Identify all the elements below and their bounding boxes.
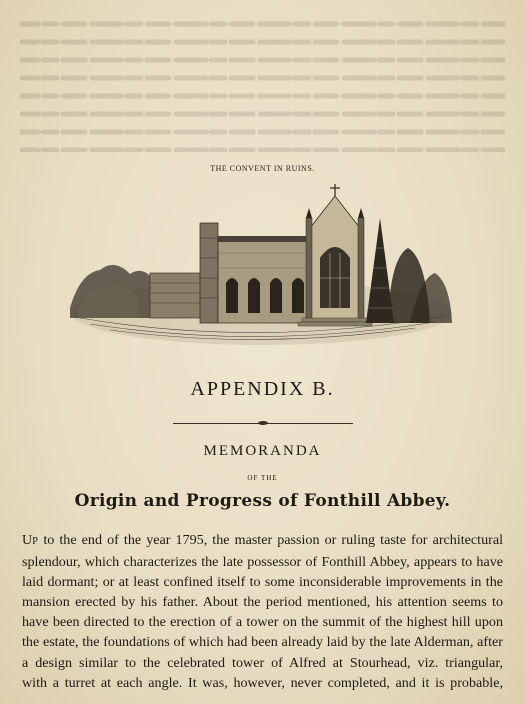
body-line-8: with a turret at each angle. It was, however, never completed, and it is probable, [22,674,503,691]
body-line-5: have been directed to the erection of a tower on the summit of the highest hill upon [22,614,503,631]
body-line-2: splendour, which characterizes the late possessor of Fonthill Abbey, appears to have [22,554,503,571]
drop-cap-rest: P [32,536,39,547]
body-line-6: the estate, the foundations of which had been already laid by the late Alderman, after [22,634,503,651]
body-line-1-text: to the end of the year 1795, the master passion or ruling taste for architectural [38,532,503,548]
body-line-3: laid dormant; or at least confined itself to some inconsiderable improvements in the [22,574,503,591]
appendix-heading: APPENDIX B. [190,378,335,400]
body-line-4: mansion erected by his father. About the period mentioned, his attention seems to [22,594,503,611]
body-line-1 [22,530,503,552]
body-paragraph [22,530,503,693]
bleed-through-text [20,2,505,152]
body-line-7: a design similar to the celebrated tower of Alfred at Stourhead, viz. triangular, [22,654,503,671]
origin-title: Origin and Progress of Fonthill Abbey. [74,491,451,511]
engraving-caption: THE CONVENT IN RUINS. [210,164,315,173]
ornamental-rule [173,423,353,424]
convent-engraving [70,178,455,348]
drop-cap: U [22,533,33,548]
of-the-label: OF THE [247,474,278,482]
bleed-through-lines [20,2,505,152]
memoranda-heading: MEMORANDA [203,443,322,459]
